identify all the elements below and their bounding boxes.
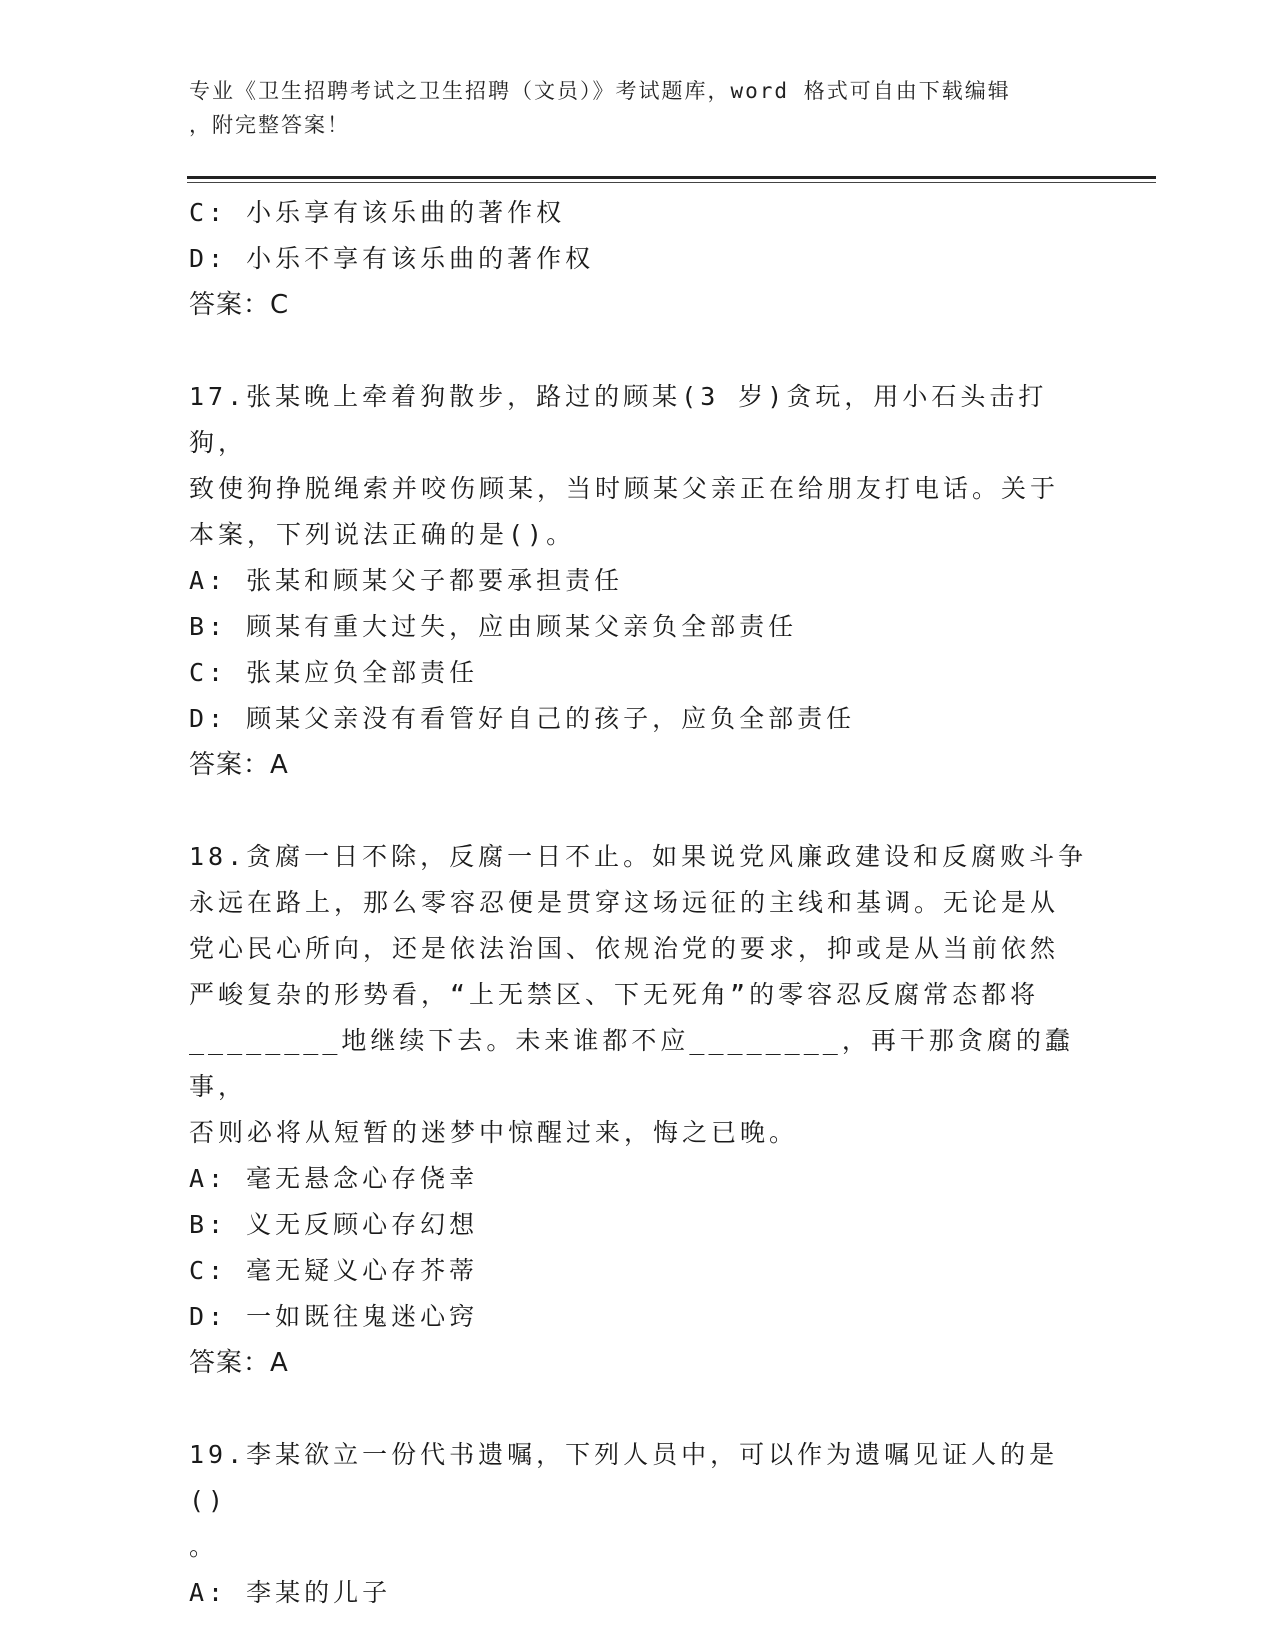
option-c: C: 张某应负全部责任 xyxy=(189,658,479,687)
option-a: A: 张某和顾某父子都要承担责任 xyxy=(189,566,624,595)
question-17 xyxy=(189,374,1089,788)
header-divider-thick xyxy=(187,176,1156,179)
question-stem-line: 19.李某欲立一份代书遗嘱，下列人员中，可以作为遗嘱见证人的是() xyxy=(189,1440,1059,1515)
header-line-1: 专业《卫生招聘考试之卫生招聘（文员）》考试题库，word 格式可自由下载编辑 xyxy=(189,79,1011,103)
answer-line: 答案：C xyxy=(189,290,290,320)
question-stem-line: 否则必将从短暂的迷梦中惊醒过来，悔之已晚。 xyxy=(189,1118,799,1147)
question-18 xyxy=(189,834,1089,1386)
option-a: A: 李某的儿子 xyxy=(189,1578,392,1607)
question-stem-line: 17.张某晚上牵着狗散步，路过的顾某(3 岁)贪玩，用小石头击打狗， xyxy=(189,382,1048,457)
question-stem-line: 严峻复杂的形势看，“上无禁区、下无死角”的零容忍反腐常态都将 xyxy=(189,980,1040,1009)
option-a: A: 毫无悬念心存侥幸 xyxy=(189,1164,479,1193)
option-d: D: 一如既往鬼迷心窍 xyxy=(189,1302,479,1331)
question-stem-line: 。 xyxy=(189,1532,219,1561)
option-c: C: 小乐享有该乐曲的著作权 xyxy=(189,198,566,227)
question-stem-line: ________地继续下去。未来谁都不应________，再干那贪腐的蠢事， xyxy=(189,1026,1074,1101)
option-d: D: 小乐不享有该乐曲的著作权 xyxy=(189,244,595,273)
header-divider-thin xyxy=(187,182,1156,183)
option-c: C: 毫无疑义心存芥蒂 xyxy=(189,1256,479,1285)
question-16-continuation xyxy=(189,190,1089,328)
question-19 xyxy=(189,1432,1089,1616)
answer-line: 答案：A xyxy=(189,1348,289,1378)
option-d: D: 顾某父亲没有看管好自己的孩子，应负全部责任 xyxy=(189,704,856,733)
question-stem-line: 永远在路上，那么零容忍便是贯穿这场远征的主线和基调。无论是从 xyxy=(189,888,1060,917)
question-stem-line: 致使狗挣脱绳索并咬伤顾某，当时顾某父亲正在给朋友打电话。关于 xyxy=(189,474,1060,503)
question-stem-line: 党心民心所向，还是依法治国、依规治党的要求，抑或是从当前依然 xyxy=(189,934,1060,963)
question-stem-line: 18.贪腐一日不除，反腐一日不止。如果说党风廉政建设和反腐败斗争 xyxy=(189,842,1088,871)
spacer xyxy=(189,788,1089,834)
question-stem-line: 本案，下列说法正确的是()。 xyxy=(189,520,576,549)
option-b: B: 顾某有重大过失，应由顾某父亲负全部责任 xyxy=(189,612,798,641)
document-header xyxy=(189,74,1069,142)
spacer xyxy=(189,1386,1089,1432)
spacer xyxy=(189,328,1089,374)
document-body xyxy=(189,190,1089,1616)
answer-line: 答案：A xyxy=(189,750,289,780)
header-line-2: ，附完整答案！ xyxy=(189,113,350,137)
option-b: B: 义无反顾心存幻想 xyxy=(189,1210,479,1239)
